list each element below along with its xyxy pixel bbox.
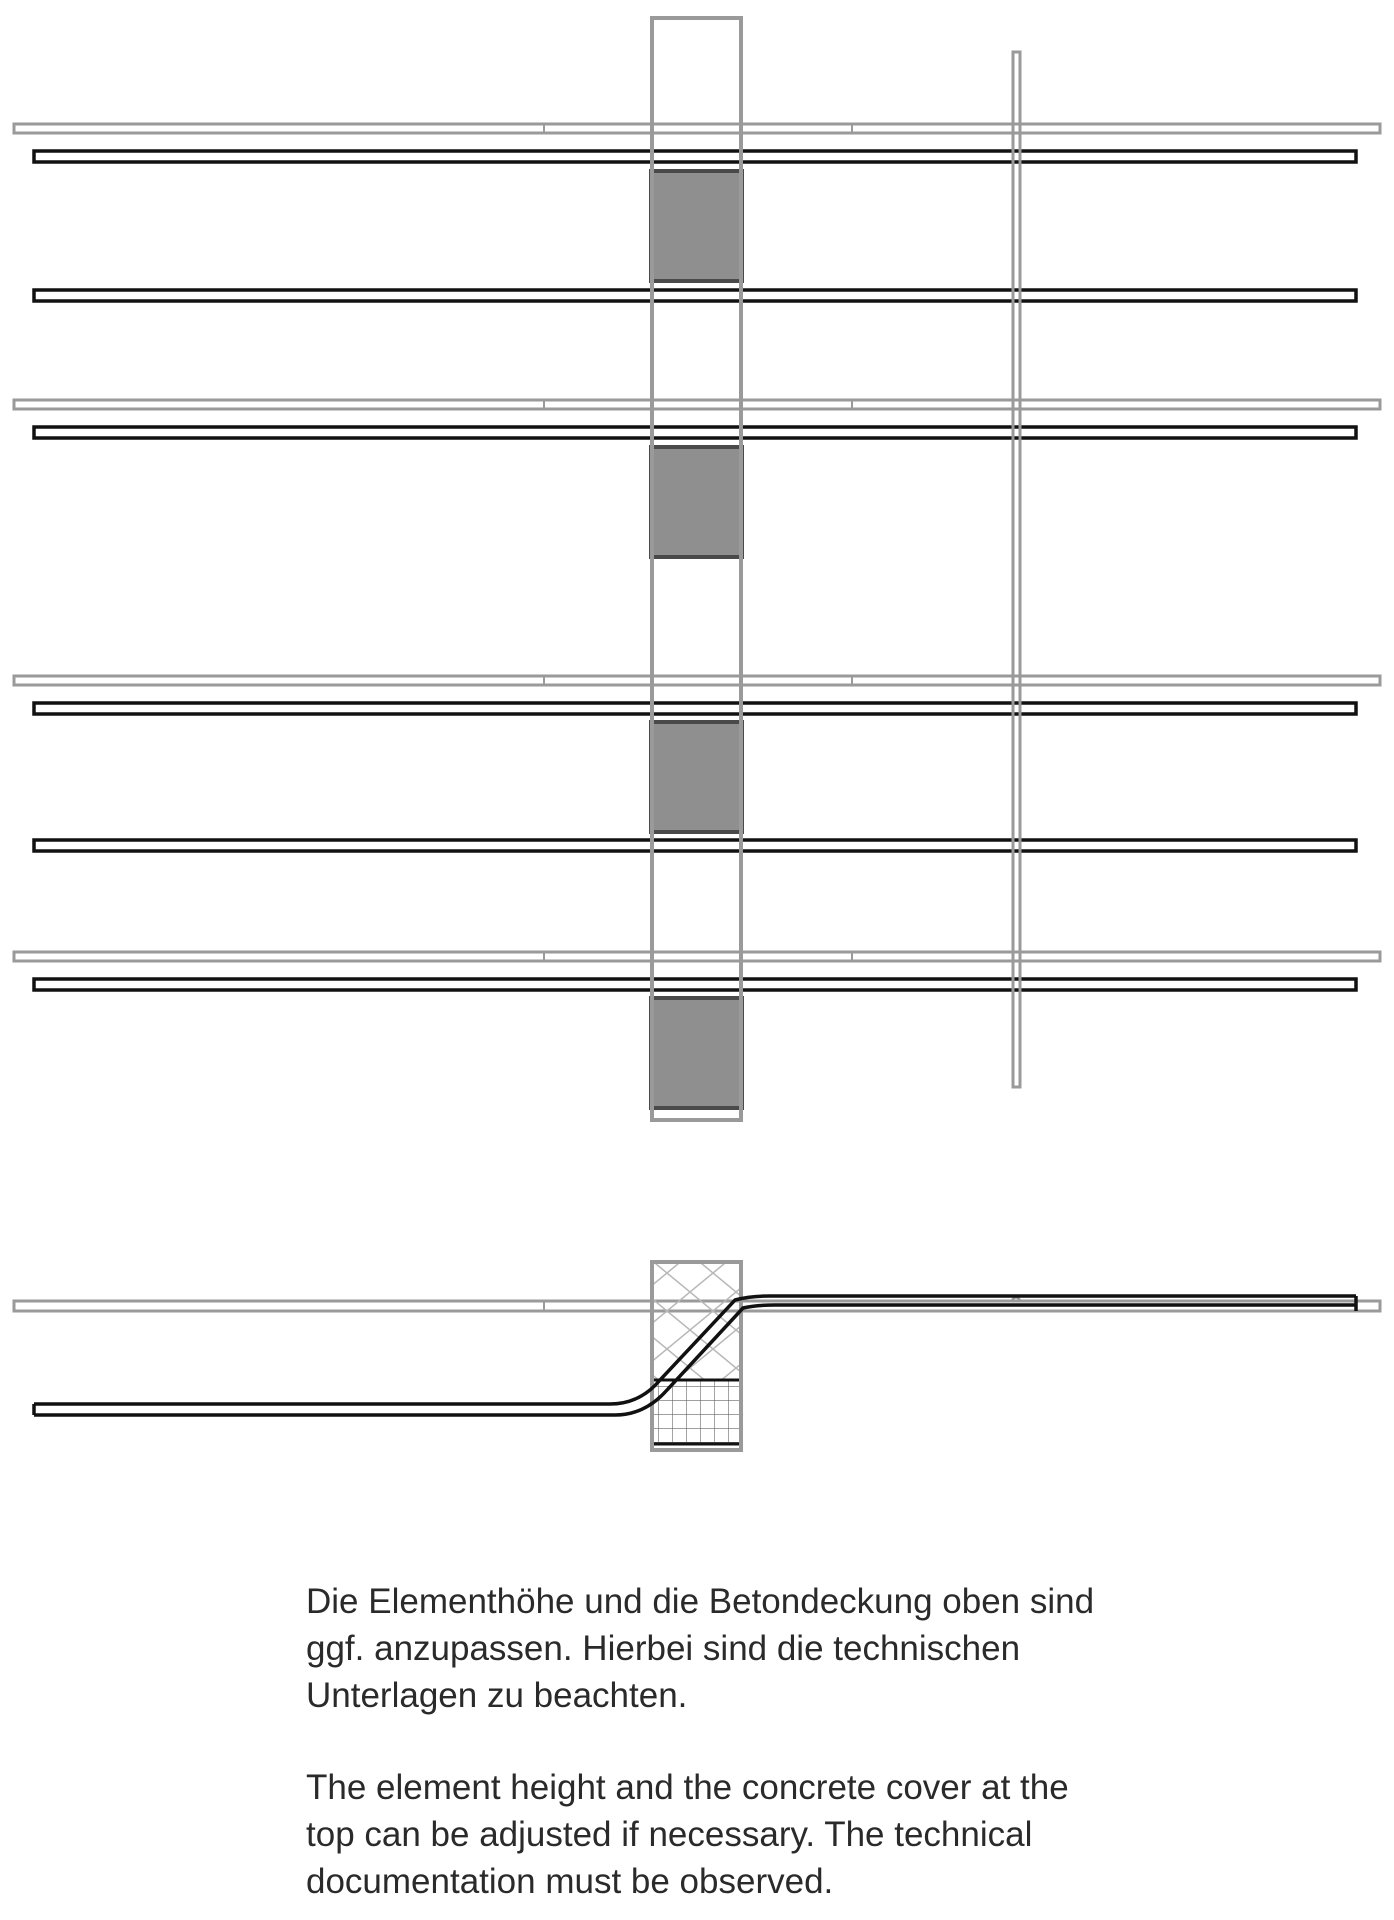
top-bar-2 xyxy=(14,400,1380,409)
rebar-upper-1 xyxy=(34,151,1356,162)
bearing-block-1 xyxy=(651,171,742,281)
plan-view xyxy=(14,18,1380,1120)
rebar-upper-2 xyxy=(34,427,1356,438)
rebar-lower-3 xyxy=(34,840,1356,851)
vertical-bar-overlay xyxy=(1013,52,1020,1087)
rebar-upper-3 xyxy=(34,703,1356,714)
rebar-lower-1 xyxy=(34,290,1356,301)
top-bar-1 xyxy=(14,124,1380,133)
note-german: Die Elementhöhe und die Betondeckung oben sind ggf. anzupassen. Hierbei sind die technischen Unterlagen zu beachten. xyxy=(306,1582,1095,1715)
bearing-block-2 xyxy=(651,447,742,557)
bearing-block-3 xyxy=(651,722,742,832)
bearing-block-4 xyxy=(651,998,742,1108)
top-bar-3 xyxy=(14,676,1380,685)
rebar-upper-4 xyxy=(34,979,1356,990)
section-element-hatched xyxy=(652,1262,741,1380)
section-view xyxy=(14,1262,1380,1450)
note-english: The element height and the concrete cover at the top can be adjusted if necessary. The technical documentation must be observed. xyxy=(306,1768,1069,1901)
top-bar-4 xyxy=(14,952,1380,961)
